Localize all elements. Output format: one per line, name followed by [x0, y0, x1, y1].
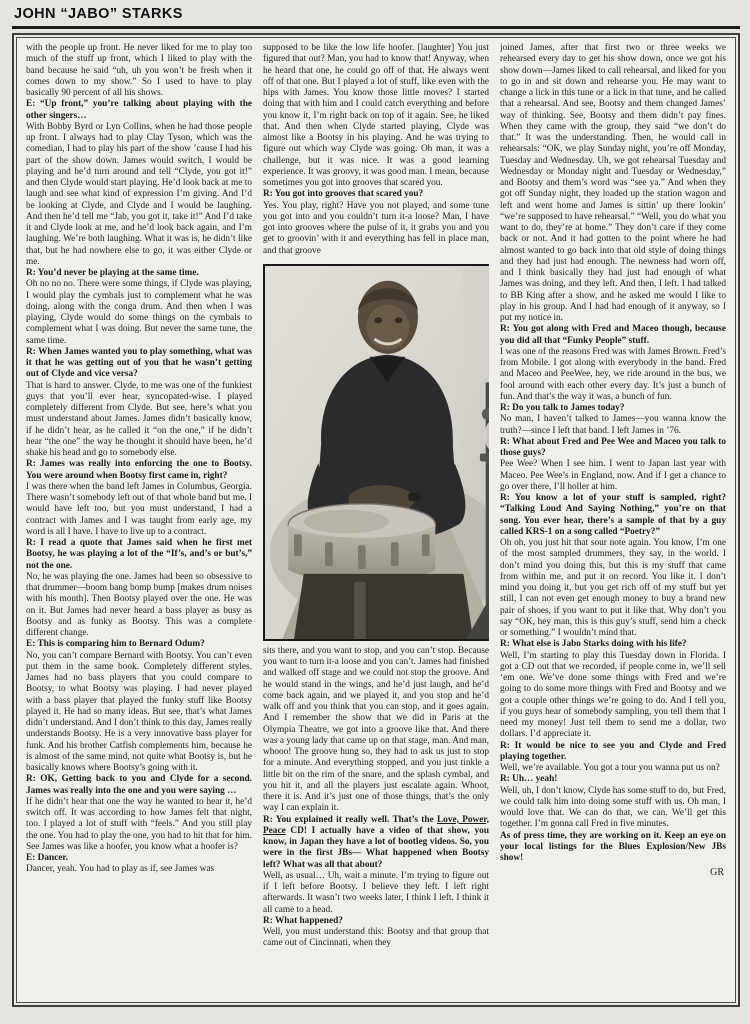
answer-paragraph: sits there, and you want to stop, and you can’t stop. Because you want to turn it-a loose and you can’t. James had finished and walked off stage and we could not stop the groove. And he would stand in the wings, and he’d just laugh, and he’d come back again, and we played it, and you stop and he’d walk off and you think that you can stop, and it goes again. And I remember the show that we did in Paris at the Olympia Theatre, we got into a groove like that. And there was a young lady that came up on that stage, man. And man, whooo! The groove hung so, they had to ask us just to stop for a minute. And everything stopped, and you just tinkle a little bit on the rim of the snare, and the splash cymbal, and you hit it, and all the players just escalate again. Whoot, there it is. And it’s just one of those things, that’s the only way I can explain it.	[263, 645, 489, 814]
question-paragraph: R: You got into grooves that scared you?	[263, 189, 424, 200]
question-paragraph: R: I read a quote that James said when he first met Bootsy, he was playing a lot of the “If’s, and’s or but’s,” not the one.	[26, 538, 252, 571]
question-paragraph: E: Dancer.	[26, 853, 69, 863]
answer-paragraph: joined James, after that first two or three weeks we rehearsed every day to get his show down, once we got his show down—James liked to call rehearsal, and liked for you to go in and sit down and rehearse you. He may want to change a lick in this tune or a lick in that tune, and he called that a rehearsal. And see, Bootsy and them changed James’ way of thinking. See, Bootsy and them didn’t pay fines. When they came with the group, they said “we don’t do that.” It was the understanding. Then, he would call in rehearsals: “OK, we play Sunday night, you’re off Monday, Tuesday and Wednesday. Uh, we got rehearsal Tuesday and Wednesday or Monday night and Tuesday or Wednesday,” and Bootsy and them’s word was “see ya.” And when they got off Sunday night, they loaded up the station wagon and left and went home and James is sittin’ up there lookin’ “we’re supposed to have rehearsal.” “Well, you do what you want to do, they’re at home.” They don’t care if they come back or not. And it had gotten to the point where he had almost wanted to go back into that old style of doing things and they had just had enough. The newness had worn off, and I think basically they had just had enough of what James was doing, and they left. And then, I left. I had talked to BB King after a show, and he asked me would I like to play in his group. And I had had enough of it anyway, so I put my notice in.	[500, 43, 726, 323]
question-paragraph: R: You explained it really well. That’s the Love, Power, Peace CD! I actually have a video of that show, you know, in Japan they have a lot of bootleg videos. So, you were in the first JBs— What happened when Bootsy left? What was all that about?	[263, 814, 489, 870]
question-paragraph: R: You got along with Fred and Maceo though, because you did all that “Funky People” stuff.	[500, 324, 726, 346]
answer-paragraph: Well, you must understand this: Bootsy and that group that came out of Cincinnati, when they	[263, 927, 489, 949]
question-paragraph: R: What happened?	[263, 915, 343, 926]
answer-paragraph: If he didn’t hear that one the way he wanted to hear it, he’d switch off. It was according to how James felt that night, too. I played a lot of stuff with “feels.” And you still play the one. You had to play the one, you had to hit that for him. See James was like a hoofer, you know what a hoofer is?	[26, 796, 252, 852]
title-rule	[12, 26, 740, 29]
question-paragraph: R: It would be nice to see you and Clyde and Fred playing together.	[500, 740, 726, 762]
answer-paragraph: with the people up front. He never liked for me to play too much of the stuff up front, which I liked to play with the band because he said “uh, uh you won’t be fresh when it comes down to my show.” So I used to have to play basically 90 percent of all his shows.	[26, 43, 252, 98]
answer-paragraph: supposed to be like the low life hoofer. [laughter] You just figured that out? Man, you had to know that! Anyway, when he heard that one, he could go off of that. He always went off of that one. But I played a lot of stuff, like even with the hips with James. You know those little moves? I started doing that with him and I could catch everything and before you know it, I’m right back on top of it again. See, he liked that. And then when Clyde started playing, Clyde was almost like a Bootsy in his playing. And he was trying to figure out which way Clyde was going. Oh man, it was a challenge, but it was nice. It was a good learning experience. It was groovy, it was good man. I mean, because sometimes you got into grooves that scared you.	[263, 43, 489, 188]
question-paragraph: R: You’d never be playing at the same time.	[26, 268, 199, 278]
question-paragraph: R: What about Fred and Pee Wee and Maceo you talk to those guys?	[500, 436, 726, 458]
column-1	[26, 43, 252, 998]
question-paragraph: E: This is comparing him to Bernard Odum?	[26, 639, 205, 650]
answer-paragraph: Pee Wee? When I see him. I went to Japan last year with Maceo. Pee Wee’s in England, now. And if I get a chance to go over there, I’ll holler at him.	[500, 459, 726, 492]
question-paragraph: R: Uh… yeah!	[500, 774, 558, 785]
answer-paragraph: Yes. You play, right? Have you not played, and some tune you got into and you couldn’t turn it-a loose? Man, I have got into grooves where the pulse of it, it grabs you and you get to groovin’ with it and everything has fell in place man, and that groove	[263, 200, 489, 256]
question-paragraph: R: When James wanted you to play something, what was it that he was getting out of you that he wasn’t getting out of Clyde and vice versa?	[26, 346, 252, 380]
answer-paragraph: Well, as usual… Uh, wait a minute. I’m trying to figure out if I left before Bootsy. I believe they left. I left right afterwards. It wasn’t two weeks later, I think I left. I think it all came to a head.	[263, 870, 489, 915]
answer-paragraph: I was one of the reasons Fred was with James Brown. Fred’s from Mobile. I got along with everybody in the band. Fred and Maceo and PeeWee, hey, we ride around in the bus, we fool around with each other every day. It’s just a bunch of fun. And that’s the way it was, a bunch of fun.	[500, 346, 726, 402]
underlined-album-title: Love, Power, Peace	[263, 814, 489, 836]
column-2	[263, 43, 489, 998]
page-title: JOHN “JABO” STARKS	[14, 6, 183, 22]
question-paragraph: E: “Up front,” you’re talking about playing with the other singers…	[26, 99, 252, 121]
question-paragraph: R: You know a lot of your stuff is sampled, right? “Talking Loud And Saying Nothing,” you’re on that song. You ever hear, there’s a sample of that by a guy called KRS-1 on a song called “Poetry?”	[500, 493, 726, 537]
article-columns	[16, 37, 736, 1003]
answer-paragraph: Well, I’m starting to play this Tuesday down in Florida. I got a CD out that we recorded, if people come in, we’ll sell ‘em one. We’ve done some things with Fred and we’re going to do some more things with Fred and Bootsy and we got a couple other things we’re going to do. And I tell you, if you guys hear of somebody sampling, you tell them that I need my money! Just tell them to send me a dollar, two dollars. I’d appreciate it.	[500, 650, 726, 740]
answer-paragraph: Dancer, yeah. You had to play as if, see James was	[26, 864, 215, 875]
jabo-starks-photo	[263, 264, 489, 641]
question-paragraph: R: Do you talk to James today?	[500, 403, 625, 413]
article-box	[12, 33, 740, 1007]
answer-paragraph: No, you can’t compare Bernard with Bootsy. You can’t even put them in the same book. Completely different styles. James had no bass players that you could compare to Bootsy, to what Bootsy was playing. I had never played with a bass player that played the funky stuff like Bootsy played it. He had so many ideas. But see, that’s what James didn’t understand. And I don’t think to this day, James really understands Bootsy. He is a very innovative bass player for funk. And his brother Catfish complements him, because he is almost of the same mind, not quite what Bootsy is, but he basically knows where Bootsy’s going with it.	[26, 650, 252, 773]
question-paragraph: R: What else is Jabo Starks doing with his life?	[500, 639, 687, 650]
answer-paragraph: Oh no no no. There were some things, if Clyde was playing, I would play the cymbals just to complement what he was doing, along with the conga drum. And then when I was playing, Clyde would do some things on the cymbals to complement what I was doing. But never the same tune, the same time.	[26, 279, 252, 346]
drummer-portrait-illustration	[265, 266, 489, 639]
answer-paragraph: Oh oh, you just hit that sour note again. You know, I’m one of the most sampled drummers, they say, in the world. I don’t mind you doing this, but this is my stuff that came from within me, and put it on record. You like it. I don’t mind you doing it, but you get rich off of my stuff but yet still, I can not even get enough money to buy a brand new pair of shoes, if you want to put it like that. Why don’t you say “OK, hey man, this is this guy’s stuff, send him a check or something.” I wouldn’t mind that.	[500, 538, 726, 638]
answer-paragraph: That is hard to answer. Clyde, to me was one of the funkiest guys that you’ll ever hear, syncopated-wise. I played completely different from Clyde. But see, here’s what you must understand about James. James didn’t basically know, if he didn’t hear, as he called it “on the one,” if he didn’t hear “the one” the way he thought it should have been, he’d shake his head and go to somebody else.	[26, 380, 252, 458]
question-paragraph: As of press time, they are working on it. Keep an eye on your local listings for the Blues Explosion/New JBs show!	[500, 830, 726, 863]
question-paragraph: R: James was really into enforcing the one to Bootsy. You were around when Bootsy first came in, right?	[26, 459, 252, 481]
question-paragraph: R: OK, Getting back to you and Clyde for a second. James was really into the one and you were saying …	[26, 774, 252, 796]
author-initials: GR	[710, 867, 724, 879]
answer-paragraph: Well, we’re available. You got a tour you wanna put us on?	[500, 763, 720, 773]
answer-paragraph: No, he was playing the one. James had been so obsessive to that drummer—boom bang bomp bump [makes drum noises with his mouth]. Then Bootsy played over the one. He was on it. But James had never heard a bass player as busy as Bootsy and as funky as Bootsy. This was a complete different change.	[26, 571, 252, 638]
answer-paragraph: No man, I haven’t talked to James—you wanna know the truth?—since I left that band. I left James in ’76.	[500, 414, 726, 436]
answer-paragraph: I was there when the band left James in Columbus, Georgia. There wasn’t somebody left out of that whole band but me. I would have left too, but you must understand, I had a contract with James and I was taught from early age, my word is all I have. I have to live up to a contract.	[26, 481, 252, 537]
column-3	[500, 43, 726, 998]
answer-paragraph: Well, uh, I don’t know, Clyde has some stuff to do, but Fred, we could talk him into doing some stuff with us. Oh man, I would love that. We can do that, we can. We’ll get this together. I’m gonna call Fred in five minutes.	[500, 785, 726, 830]
answer-paragraph: With Bobby Byrd or Lyn Collins, when he had those people up front. I always had to play Clay Tyson, which was the comedian, I had to play his part of the show ’cause I had his part of the show down. James would switch, I would be playing and he’d turn around and tell “Clyde, you got it!” and then Clyde would start playing. He’d look back at me to laugh and see what kind of expression I’m giving. And I’d be looking at Clyde, and Clyde and I would be laughing. And then he’d tell me “Jab, you got it, take it!” And I’d take it and Clyde look at me, and he’d look back again, and I’m laughing. We’re both laughing. What it was is, he didn’t like that, but he had nowhere else to go, it was either Clyde or me.	[26, 121, 252, 267]
